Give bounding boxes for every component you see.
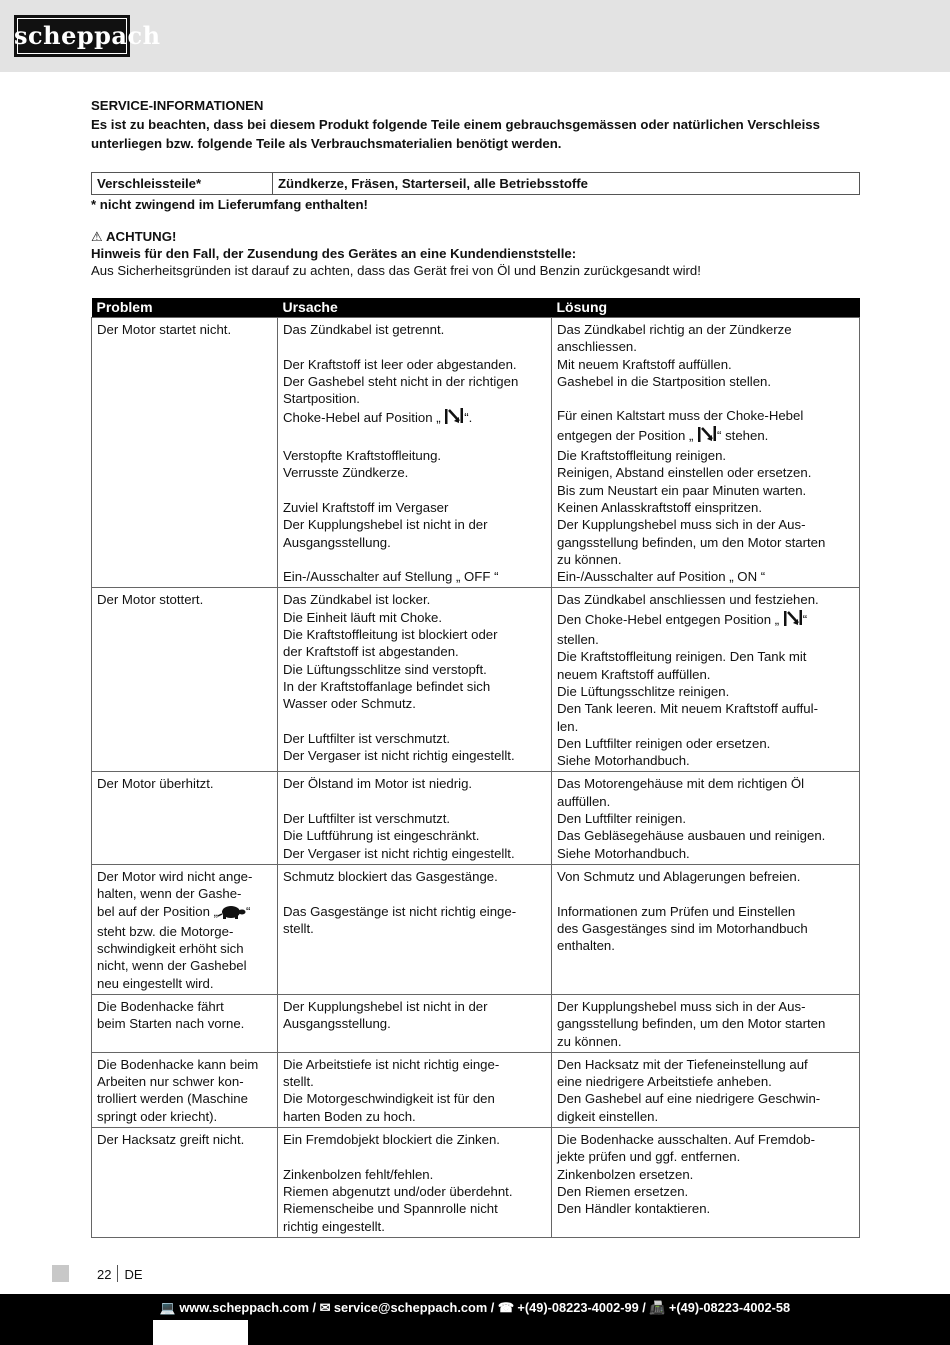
brand-logo: scheppach <box>14 15 130 57</box>
cell-line <box>283 730 546 747</box>
page-language: DE <box>124 1267 143 1282</box>
line-text: Das Zündkabel anschliessen und festziehen. <box>557 592 819 608</box>
cell-line <box>283 609 546 626</box>
line-text: Startposition. <box>283 391 360 407</box>
line-text: Die Luftführung ist eingeschränkt. <box>283 828 480 844</box>
cell-line <box>283 568 546 585</box>
cause-cell <box>278 1052 552 1127</box>
line-text: Die Lüftungsschlitze sind verstopft. <box>283 661 487 677</box>
cell-line <box>557 1033 854 1050</box>
table-row <box>92 1128 860 1238</box>
line-text: Choke-Hebel auf Position „ <box>283 410 445 426</box>
cell-line <box>557 482 854 499</box>
line-text: Die Arbeitstiefe ist nicht richtig einge- <box>283 1056 500 1072</box>
cell-line <box>283 920 546 937</box>
line-text: Die Motorgeschwindigkeit ist für den <box>283 1091 495 1107</box>
line-text: Der Motor wird nicht ange- <box>97 868 253 884</box>
choke-position-icon <box>444 407 464 429</box>
cell-line <box>557 447 854 464</box>
line-text: Zinkenbolzen ersetzen. <box>557 1166 694 1182</box>
cause-cell <box>278 318 552 588</box>
line-text: eine niedrigere Arbeitstiefe anheben. <box>557 1074 772 1090</box>
problem-cell <box>92 588 278 772</box>
page-divider <box>117 1265 118 1282</box>
line-text: Zinkenbolzen fehlt/fehlen. <box>283 1166 434 1182</box>
cell-line <box>283 845 546 862</box>
warning-title: ACHTUNG! <box>106 229 177 244</box>
cell-line <box>283 373 546 390</box>
line-text: Der Ölstand im Motor ist niedrig. <box>283 776 473 792</box>
cell-line <box>283 1108 546 1125</box>
cell-line <box>557 903 854 920</box>
cell-line <box>97 998 272 1015</box>
troubleshooting-table <box>91 298 860 1238</box>
cell-line <box>283 747 546 764</box>
cell-line <box>97 1090 272 1107</box>
cell-line <box>283 661 546 678</box>
line-text: Der Kupplungshebel muss sich in der Aus- <box>557 517 806 533</box>
cell-line <box>283 407 546 429</box>
cell-line <box>283 810 546 827</box>
cell-line <box>283 321 546 338</box>
cell-line <box>283 678 546 695</box>
cell-line <box>283 695 546 712</box>
solution-cell <box>552 588 860 772</box>
cell-line <box>557 827 854 844</box>
solution-cell <box>552 772 860 864</box>
footnote: * nicht zwingend im Lieferumfang enthalten! <box>91 197 368 212</box>
line-text: gangsstellung befinden, um den Motor starten <box>557 1016 826 1032</box>
warning-icon: ⚠ <box>91 229 103 244</box>
cause-cell <box>278 994 552 1052</box>
cell-line <box>557 631 854 648</box>
cell-line <box>557 464 854 481</box>
table-row <box>92 318 860 588</box>
line-text: bel auf der Position „ <box>97 903 218 919</box>
line-text: Wasser oder Schmutz. <box>283 696 416 712</box>
line-text: Ein-/Ausschalter auf Stellung „ OFF “ <box>283 569 499 585</box>
cell-line <box>557 356 854 373</box>
wear-row <box>92 173 860 195</box>
spacer <box>283 338 546 355</box>
line-text: Der Kupplungshebel muss sich in der Aus- <box>557 998 806 1014</box>
line-text: Zuviel Kraftstoff im Vergaser <box>283 499 449 515</box>
line-text: Die Kraftstoffleitung reinigen. <box>557 448 727 464</box>
header-solution: Lösung <box>552 298 860 318</box>
cell-line <box>97 1108 272 1125</box>
line-text: Der Motor stottert. <box>97 592 204 608</box>
line-text: Informationen zum Prüfen und Einstellen <box>557 903 796 919</box>
cell-line <box>97 903 272 941</box>
line-text: neu eingestellt wird. <box>97 975 214 991</box>
warning-hint: Hinweis für den Fall, der Zusendung des Gerätes an eine Kundendienststelle: <box>91 246 577 261</box>
line-text: Der Kupplungshebel ist nicht in der <box>283 998 488 1014</box>
line-text: Ausgangsstellung. <box>283 534 391 550</box>
line-text: richtig eingestellt. <box>283 1218 385 1234</box>
footer-tab <box>153 1320 248 1345</box>
cell-line <box>97 885 272 902</box>
line-text: Keinen Anlasskraftstoff einspritzen. <box>557 499 763 515</box>
cell-line <box>283 1015 546 1032</box>
cell-line <box>557 752 854 769</box>
line-text: enthalten. <box>557 938 615 954</box>
problem-cell <box>92 1128 278 1238</box>
line-text: zu können. <box>557 551 622 567</box>
page-marker <box>52 1265 69 1282</box>
cell-line <box>557 609 854 631</box>
line-text: Den Choke-Hebel entgegen Position „ <box>557 611 783 627</box>
line-text: springt oder kriecht). <box>97 1108 218 1124</box>
line-text: Reinigen, Abstand einstellen oder ersetzen. <box>557 465 812 481</box>
line-text: Die Kraftstoffleitung ist blockiert oder <box>283 627 498 643</box>
cell-line <box>97 1131 272 1148</box>
cell-line <box>557 1148 854 1165</box>
line-text: schwindigkeit erhöht sich <box>97 941 244 957</box>
cell-line <box>557 551 854 568</box>
line-text: der Kraftstoff ist abgestanden. <box>283 644 459 660</box>
cell-line <box>97 1015 272 1032</box>
cell-line <box>557 1183 854 1200</box>
cell-line <box>283 643 546 660</box>
cell-line <box>557 845 854 862</box>
cell-line <box>557 793 854 810</box>
line-text: Der Hacksatz greift nicht. <box>97 1132 245 1148</box>
line-text: “. <box>464 410 473 426</box>
cell-line <box>97 957 272 974</box>
spacer <box>283 713 546 730</box>
solution-cell <box>552 994 860 1052</box>
line-text: Der Vergaser ist nicht richtig eingestellt. <box>283 748 515 764</box>
line-text: stellen. <box>557 632 599 648</box>
spacer <box>283 482 546 499</box>
cell-line <box>557 775 854 792</box>
line-text: Der Vergaser ist nicht richtig eingestellt. <box>283 845 515 861</box>
line-text: anschliessen. <box>557 339 637 355</box>
line-text: Der Motor überhitzt. <box>97 776 214 792</box>
line-text: Der Motor startet nicht. <box>97 322 232 337</box>
service-intro: Es ist zu beachten, dass bei diesem Produkt folgende Teile einem gebrauchsgemässen oder natürlichen Verschleiss unterliegen bzw. folgende Teile als Verbrauchsmaterialien benötigt werden. <box>91 117 820 151</box>
solution-cell <box>552 318 860 588</box>
cell-line <box>557 735 854 752</box>
wear-value: Zündkerze, Fräsen, Starterseil, alle Betriebsstoffe <box>273 173 860 195</box>
line-text: “ stehen. <box>717 427 769 443</box>
line-text: “ steht bzw. die Motorge- <box>97 903 251 939</box>
solution-cell <box>552 1128 860 1238</box>
cell-line <box>97 321 272 338</box>
line-text: Der Luftfilter ist verschmutzt. <box>283 730 451 746</box>
cell-line <box>283 1131 546 1148</box>
cell-line <box>557 373 854 390</box>
cell-line <box>97 1056 272 1073</box>
line-text: neuem Kraftstoff auffüllen. <box>557 666 711 682</box>
cell-line <box>557 920 854 937</box>
cell-line <box>283 868 546 885</box>
line-text: Das Motorengehäuse mit dem richtigen Öl <box>557 776 805 792</box>
warning-text: Aus Sicherheitsgründen ist darauf zu achten, dass das Gerät frei von Öl und Benzin zurückgesandt wird! <box>91 263 701 278</box>
cell-line <box>557 648 854 665</box>
table-header-row <box>92 298 860 318</box>
cause-cell <box>278 588 552 772</box>
cell-line <box>283 1073 546 1090</box>
main-content <box>91 96 860 1238</box>
line-text: Verrusste Zündkerze. <box>283 465 409 481</box>
cause-cell <box>278 1128 552 1238</box>
problem-cell <box>92 772 278 864</box>
line-text: Der Kupplungshebel ist nicht in der <box>283 517 488 533</box>
spacer <box>283 793 546 810</box>
line-text: entgegen der Position „ <box>557 427 698 443</box>
cell-line <box>557 810 854 827</box>
page-number: 22 <box>97 1267 112 1282</box>
line-text: auffüllen. <box>557 793 611 809</box>
cell-line <box>283 390 546 407</box>
line-text: Gashebel in die Startposition stellen. <box>557 373 772 389</box>
cause-cell <box>278 772 552 864</box>
line-text: stellt. <box>283 1074 314 1090</box>
line-text: Bis zum Neustart ein paar Minuten warten. <box>557 482 807 498</box>
cell-line <box>557 718 854 735</box>
header-cause: Ursache <box>278 298 552 318</box>
cell-line <box>557 868 854 885</box>
line-text: Die Kraftstoffleitung reinigen. Den Tank mit <box>557 649 807 665</box>
line-text: Den Luftfilter reinigen oder ersetzen. <box>557 735 771 751</box>
cell-line <box>557 1090 854 1107</box>
cell-line <box>283 1200 546 1217</box>
line-text: Den Luftfilter reinigen. <box>557 811 687 827</box>
line-text: Der Kraftstoff ist leer oder abgestanden. <box>283 356 517 372</box>
line-text: beim Starten nach vorne. <box>97 1016 245 1032</box>
line-text: Die Bodenhacke fährt <box>97 998 224 1014</box>
spacer <box>283 1148 546 1165</box>
spacer <box>283 430 546 447</box>
line-text: Siehe Motorhandbuch. <box>557 753 690 769</box>
cell-line <box>97 940 272 957</box>
cell-line <box>97 1073 272 1090</box>
line-text: nicht, wenn der Gashebel <box>97 958 247 974</box>
cell-line <box>283 534 546 551</box>
cell-line <box>557 321 854 338</box>
line-text: “ <box>802 611 808 627</box>
cell-line <box>557 1131 854 1148</box>
spacer <box>283 551 546 568</box>
cell-line <box>97 775 272 792</box>
cell-line <box>557 1200 854 1217</box>
spacer <box>283 885 546 902</box>
line-text: Arbeiten nur schwer kon- <box>97 1074 244 1090</box>
line-text: jekte prüfen und ggf. entfernen. <box>557 1149 741 1165</box>
cell-line <box>283 998 546 1015</box>
line-text: Der Gashebel steht nicht in der richtigen <box>283 373 519 389</box>
line-text: Die Einheit läuft mit Choke. <box>283 609 443 625</box>
table-row <box>92 772 860 864</box>
line-text: Ein-/Ausschalter auf Position „ ON “ <box>557 569 766 585</box>
header-problem: Problem <box>92 298 278 318</box>
line-text: Die Bodenhacke kann beim <box>97 1056 259 1072</box>
line-text: Den Riemen ersetzen. <box>557 1183 689 1199</box>
table-row <box>92 994 860 1052</box>
cell-line <box>557 534 854 551</box>
cell-line <box>557 516 854 533</box>
cell-line <box>283 775 546 792</box>
cell-line <box>557 591 854 608</box>
service-title: SERVICE-INFORMATIONEN <box>91 98 264 113</box>
cell-line <box>557 425 854 447</box>
line-text: des Gasgestänges sind im Motorhandbuch <box>557 920 808 936</box>
cause-cell <box>278 864 552 994</box>
solution-cell <box>552 864 860 994</box>
line-text: len. <box>557 718 579 734</box>
cell-line <box>283 827 546 844</box>
line-text: Das Gebläsegehäuse ausbauen und reinigen. <box>557 828 826 844</box>
cell-line <box>283 499 546 516</box>
warning-block <box>91 228 860 279</box>
cell-line <box>557 1108 854 1125</box>
line-text: Von Schmutz und Ablagerungen befreien. <box>557 868 801 884</box>
line-text: Das Zündkabel ist getrennt. <box>283 322 445 337</box>
line-text: harten Boden zu hoch. <box>283 1108 416 1124</box>
cell-line <box>283 356 546 373</box>
solution-cell <box>552 1052 860 1127</box>
cell-line <box>557 1166 854 1183</box>
line-text: In der Kraftstoffanlage befindet sich <box>283 678 491 694</box>
line-text: Den Händler kontaktieren. <box>557 1201 711 1217</box>
cell-line <box>283 626 546 643</box>
wear-label: Verschleissteile* <box>92 173 273 195</box>
line-text: digkeit einstellen. <box>557 1108 659 1124</box>
cell-line <box>557 666 854 683</box>
spacer <box>557 885 854 902</box>
cell-line <box>97 591 272 608</box>
line-text: Siehe Motorhandbuch. <box>557 845 690 861</box>
cell-line <box>283 447 546 464</box>
cell-line <box>97 975 272 992</box>
cell-line <box>557 683 854 700</box>
line-text: Den Tank leeren. Mit neuem Kraftstoff aufful- <box>557 701 818 717</box>
line-text: Mit neuem Kraftstoff auffüllen. <box>557 356 732 372</box>
cell-line <box>557 1015 854 1032</box>
cell-line <box>557 1073 854 1090</box>
line-text: Die Lüftungsschlitze reinigen. <box>557 683 730 699</box>
line-text: Ausgangsstellung. <box>283 1016 391 1032</box>
problem-cell <box>92 994 278 1052</box>
cell-line <box>283 1218 546 1235</box>
cell-line <box>283 1056 546 1073</box>
cell-line <box>283 516 546 533</box>
cell-line <box>283 1090 546 1107</box>
line-text: gangsstellung befinden, um den Motor starten <box>557 534 826 550</box>
page-number-area <box>52 1265 143 1282</box>
choke-position-icon <box>697 425 717 447</box>
slow-turtle-icon <box>218 905 246 923</box>
cell-line <box>283 903 546 920</box>
cell-line <box>557 338 854 355</box>
cell-line <box>283 591 546 608</box>
line-text: Den Hacksatz mit der Tiefeneinstellung auf <box>557 1056 808 1072</box>
table-row <box>92 864 860 994</box>
table-row <box>92 588 860 772</box>
line-text: Das Zündkabel ist locker. <box>283 592 431 608</box>
line-text: Die Bodenhacke ausschalten. Auf Fremdob- <box>557 1132 816 1148</box>
problem-cell <box>92 318 278 588</box>
line-text: Das Zündkabel richtig an der Zündkerze <box>557 322 792 337</box>
line-text: zu können. <box>557 1033 622 1049</box>
line-text: trolliert werden (Maschine <box>97 1091 248 1107</box>
line-text: Das Gasgestänge ist nicht richtig einge- <box>283 903 517 919</box>
line-text: Ein Fremdobjekt blockiert die Zinken. <box>283 1132 500 1148</box>
cell-line <box>97 868 272 885</box>
cell-line <box>557 568 854 585</box>
wear-parts-table <box>91 172 860 195</box>
problem-cell <box>92 1052 278 1127</box>
problem-cell <box>92 864 278 994</box>
choke-position-icon <box>783 609 803 631</box>
line-text: Den Gashebel auf eine niedrigere Geschwin- <box>557 1091 821 1107</box>
cell-line <box>283 464 546 481</box>
line-text: Riemenscheibe und Spannrolle nicht <box>283 1201 498 1217</box>
cell-line <box>557 700 854 717</box>
table-body <box>92 318 860 1238</box>
cell-line <box>557 937 854 954</box>
cell-line <box>557 407 854 424</box>
cell-line <box>557 499 854 516</box>
line-text: Für einen Kaltstart muss der Choke-Hebel <box>557 408 804 424</box>
spacer <box>557 390 854 407</box>
cell-line <box>283 1166 546 1183</box>
line-text: Riemen abgenutzt und/oder überdehnt. <box>283 1183 513 1199</box>
footer-contact: 💻 www.scheppach.com / ✉ service@scheppach.com / ☎ +(49)-08223-4002-99 / 📠 +(49)-08223-4002-58 <box>159 1300 791 1315</box>
line-text: Verstopfte Kraftstoffleitung. <box>283 448 442 464</box>
cell-line <box>557 1056 854 1073</box>
line-text: stellt. <box>283 920 314 936</box>
line-text: halten, wenn der Gashe- <box>97 886 242 902</box>
table-row <box>92 1052 860 1127</box>
line-text: Der Luftfilter ist verschmutzt. <box>283 811 451 827</box>
cell-line <box>557 998 854 1015</box>
line-text: Schmutz blockiert das Gasgestänge. <box>283 868 498 884</box>
cell-line <box>283 1183 546 1200</box>
